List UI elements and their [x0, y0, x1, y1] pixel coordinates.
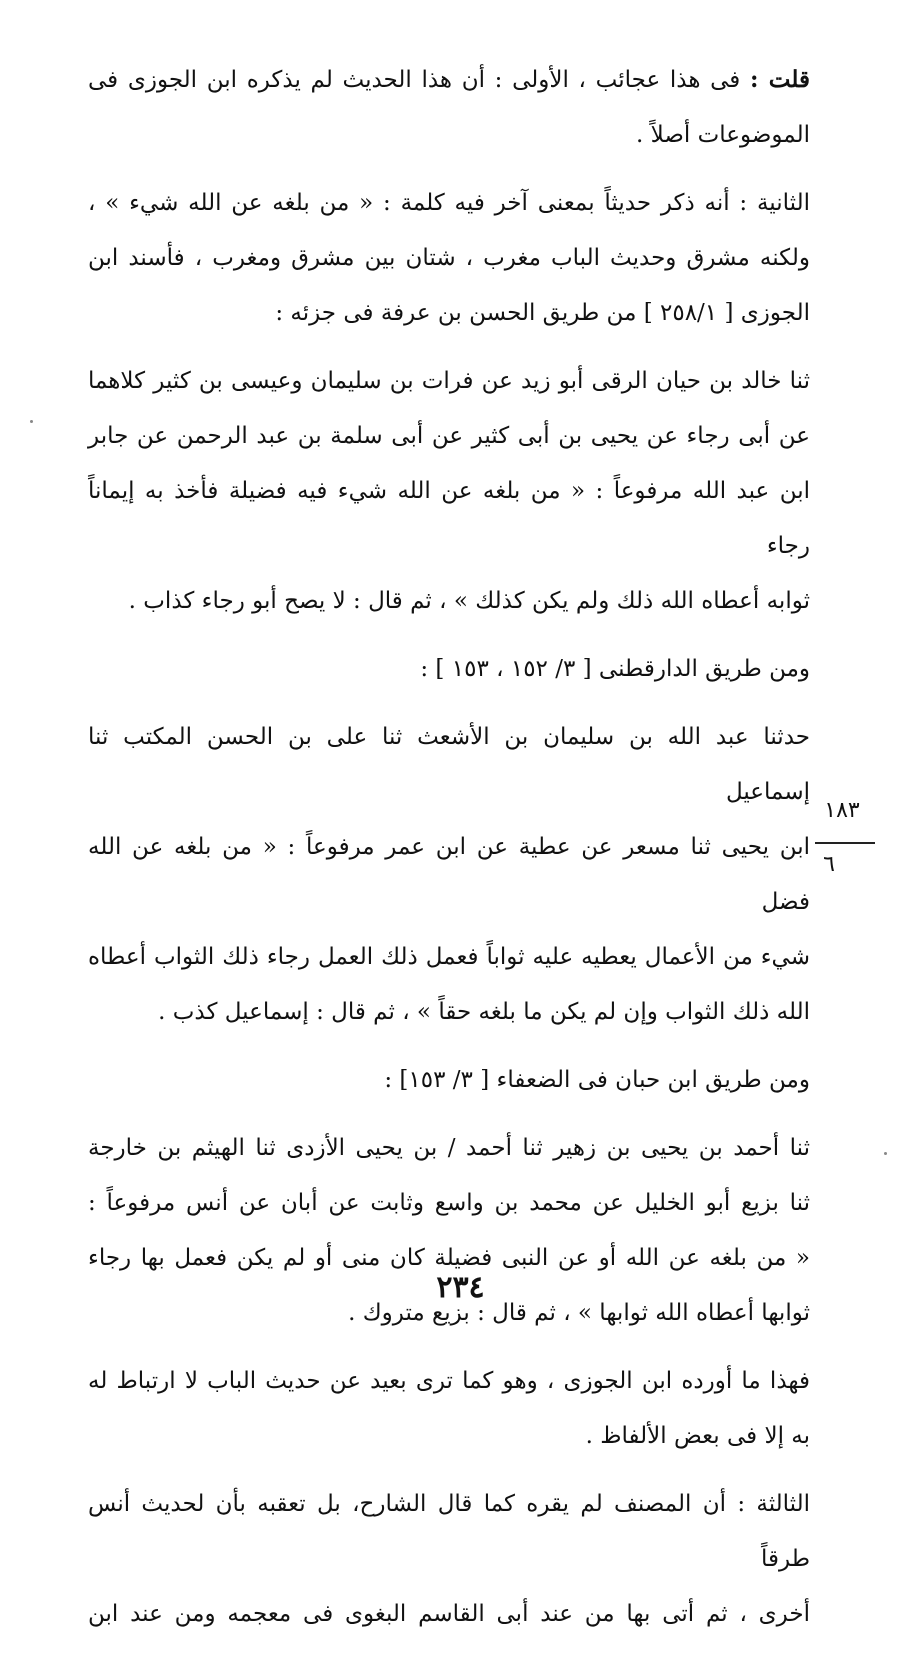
paragraph-6	[88, 1053, 810, 1108]
page-number: ٢٣٤	[436, 1270, 485, 1305]
paragraph-8	[88, 1354, 810, 1464]
paragraph-9	[88, 1477, 810, 1642]
text-line: ابن عبد الله مرفوعاً : « من بلغه عن الله شيء فيه فضيلة فأخذ به إيماناً رجاء	[88, 478, 810, 559]
paragraph-lead: قلت :	[749, 66, 810, 93]
text-line: الثالثة : أن المصنف لم يقره كما قال الشارح، بل تعقبه بأن لحديث أنس طرقاً	[88, 1491, 810, 1572]
text-line: شيء من الأعمال يعطيه عليه ثواباً فعمل ذلك العمل رجاء ذلك الثواب أعطاه	[88, 944, 810, 970]
text-line: به إلا فى بعض الألفاظ .	[585, 1423, 810, 1449]
text-line: الجوزى [ ٢٥٨/١ ] من طريق الحسن بن عرفة فى جزئه :	[275, 300, 810, 326]
body-text	[88, 52, 810, 1655]
text-line: ومن طريق الدارقطنى [ ٣/ ١٥٢ ، ١٥٣ ] :	[420, 656, 810, 682]
text-line: فى هذا عجائب ، الأولى : أن هذا الحديث لم يذكره ابن الجوزى فى	[88, 67, 741, 93]
paragraph-3	[88, 354, 810, 629]
paragraph-7	[88, 1121, 810, 1341]
text-line: ولكنه مشرق وحديث الباب مغرب ، شتان بين مشرق ومغرب ، فأسند ابن	[88, 245, 810, 271]
text-line: الثانية : أنه ذكر حديثاً بمعنى آخر فيه كلمة : « من بلغه عن الله شيء » ،	[88, 190, 810, 216]
text-line: ثنا أحمد بن يحيى بن زهير ثنا أحمد / بن يحيى الأزدى ثنا الهيثم بن خارجة	[88, 1135, 810, 1161]
margin-reference-volume-page: ١٨٣	[824, 798, 860, 823]
text-line: ثنا بزيع أبو الخليل عن محمد بن واسع وثابت عن أبان عن أنس مرفوعاً :	[88, 1190, 810, 1216]
scan-speck	[884, 1152, 887, 1155]
text-line: الموضوعات أصلاً .	[636, 122, 810, 148]
text-line: ثوابه أعطاه الله ذلك ولم يكن كذلك » ، ثم قال : لا يصح أبو رجاء كذاب .	[128, 588, 810, 614]
text-line: ثنا خالد بن حيان الرقى أبو زيد عن فرات بن سليمان وعيسى بن كثير كلاهما	[88, 368, 810, 394]
text-line: فهذا ما أورده ابن الجوزى ، وهو كما ترى بعيد عن حديث الباب لا ارتباط له	[88, 1368, 810, 1394]
paragraph-5	[88, 710, 810, 1040]
text-line: حدثنا عبد الله بن سليمان بن الأشعث ثنا على بن الحسن المكتب ثنا إسماعيل	[88, 724, 810, 805]
scan-speck	[30, 420, 33, 423]
text-line: ومن طريق ابن حبان فى الضعفاء [ ٣/ ١٥٣] :	[384, 1067, 810, 1093]
text-line: أخرى ، ثم أتى بها من عند أبى القاسم البغوى فى معجمه ومن عند ابن	[88, 1601, 810, 1627]
text-line: عن أبى رجاء عن يحيى بن أبى كثير عن أبى سلمة بن عبد الرحمن عن جابر	[88, 423, 810, 449]
text-line: ابن يحيى ثنا مسعر عن عطية عن ابن عمر مرفوعاً : « من بلغه عن الله فضل	[88, 834, 810, 915]
margin-reference-part: ٦	[823, 852, 835, 877]
paragraph-1	[88, 52, 810, 163]
text-line: الله ذلك الثواب وإن لم يكن ما بلغه حقاً » ، ثم قال : إسماعيل كذب .	[158, 999, 810, 1025]
margin-divider	[815, 842, 875, 844]
text-line: « من بلغه عن الله أو عن النبى فضيلة كان منى أو لم يكن فعمل بها رجاء	[88, 1245, 810, 1271]
text-line: ثوابها أعطاه الله ثوابها » ، ثم قال : بزيع متروك .	[348, 1300, 810, 1326]
paragraph-4	[88, 642, 810, 697]
paragraph-2	[88, 176, 810, 341]
